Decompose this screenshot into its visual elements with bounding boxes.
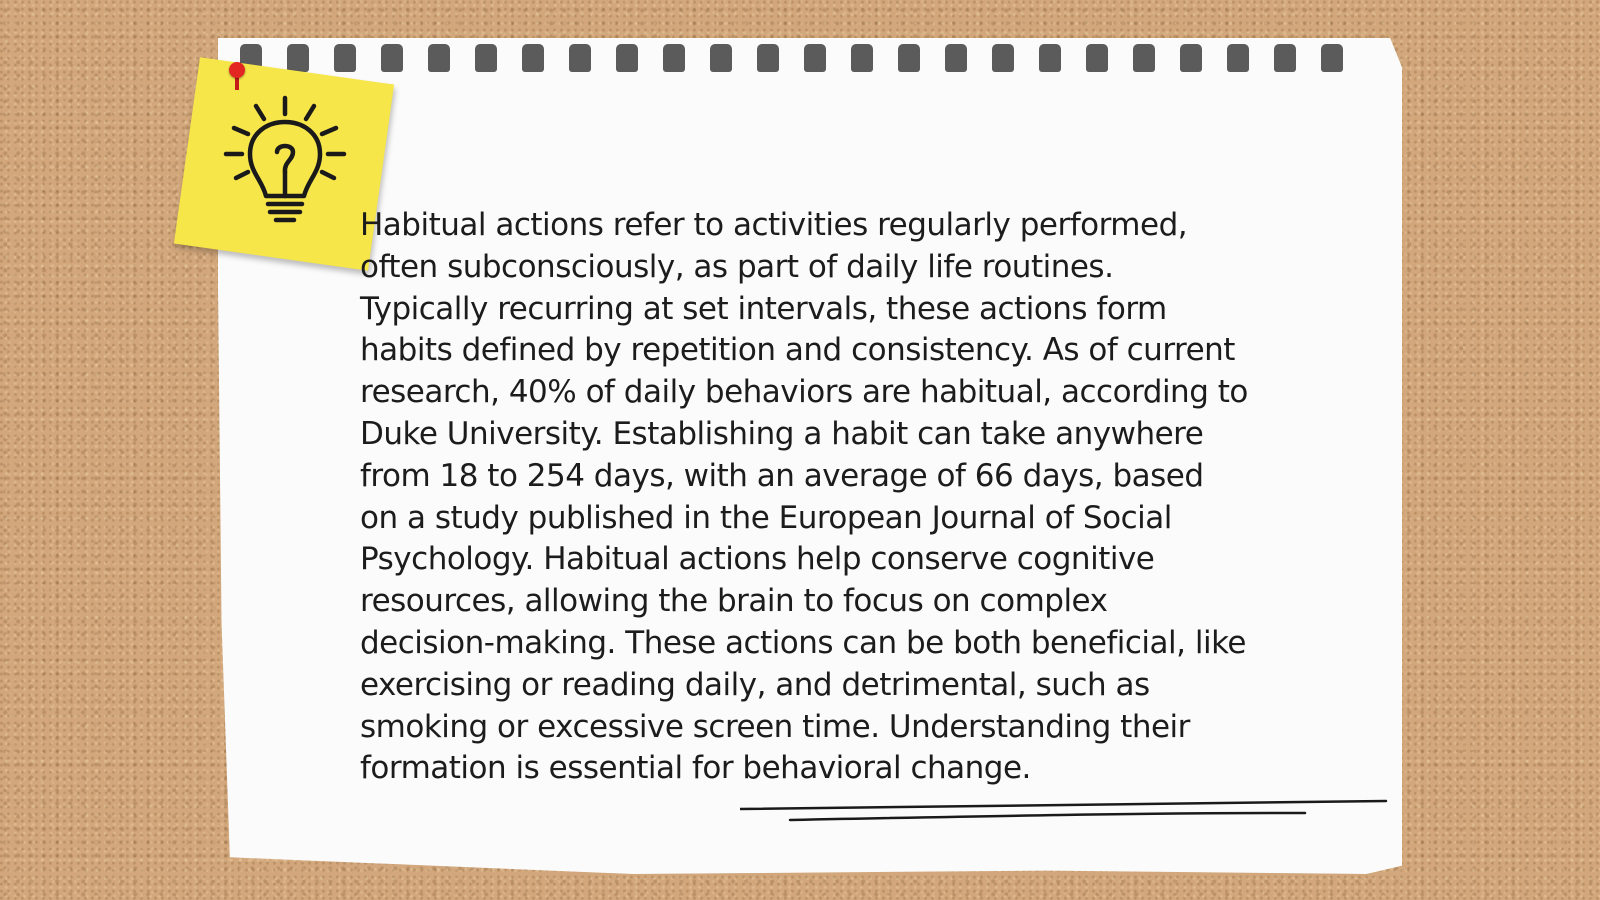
spiral-hole bbox=[663, 44, 685, 72]
scribble-underline bbox=[740, 796, 1390, 836]
spiral-hole bbox=[945, 44, 967, 72]
spiral-hole bbox=[1086, 44, 1108, 72]
spiral-hole bbox=[569, 44, 591, 72]
lightbulb-icon bbox=[222, 92, 348, 228]
spiral-hole bbox=[992, 44, 1014, 72]
spiral-hole bbox=[616, 44, 638, 72]
spiral-hole bbox=[1321, 44, 1343, 72]
spiral-hole bbox=[334, 44, 356, 72]
spiral-hole bbox=[757, 44, 779, 72]
spiral-hole bbox=[1039, 44, 1061, 72]
spiral-hole bbox=[522, 44, 544, 72]
spiral-hole bbox=[1133, 44, 1155, 72]
spiral-hole bbox=[804, 44, 826, 72]
push-pin-icon bbox=[229, 62, 245, 78]
spiral-hole bbox=[1274, 44, 1296, 72]
spiral-hole bbox=[1227, 44, 1249, 72]
note-body-text: Habitual actions refer to activities regularly performed, often subconsciously, as part of daily life routines. Typically recurring at set intervals, these actions form habits defined by repetition and consistency. As of current research, 40% of daily behaviors are habitual, according to Duke University. Establishing a habit can take anywhere from 18 to 254 days, with an average of 66 days, based on a study published in the European Journal of Social Psychology. Habitual actions help conserve cognitive resources, allowing the brain to focus on complex decision-making. These actions can be both beneficial, like exercising or reading daily, and detrimental, such as smoking or excessive screen time. Understanding their formation is essential for behavioral change. bbox=[360, 207, 1248, 787]
spiral-hole bbox=[1180, 44, 1202, 72]
spiral-hole bbox=[475, 44, 497, 72]
spiral-hole bbox=[428, 44, 450, 72]
spiral-holes bbox=[240, 44, 1360, 74]
spiral-hole bbox=[710, 44, 732, 72]
spiral-hole bbox=[381, 44, 403, 72]
spiral-hole bbox=[851, 44, 873, 72]
spiral-hole bbox=[898, 44, 920, 72]
spiral-hole bbox=[287, 44, 309, 72]
